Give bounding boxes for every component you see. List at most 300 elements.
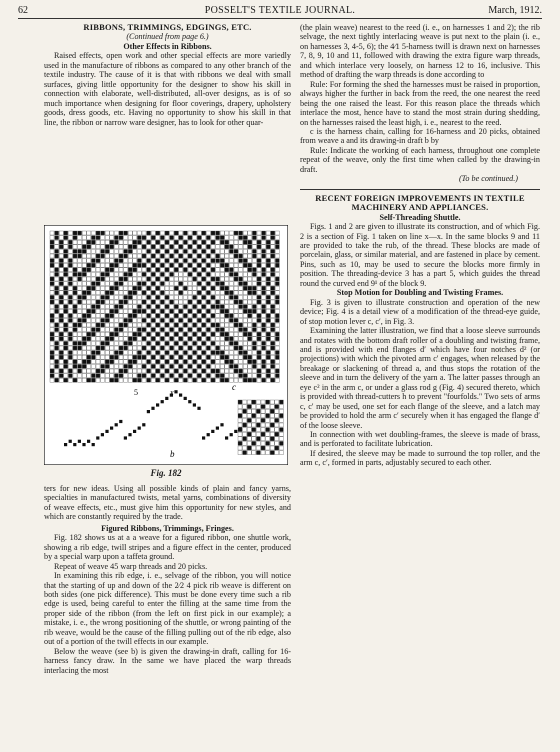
weave-cell [202,318,206,322]
weave-cell [165,286,169,290]
weave-cell [275,282,279,286]
weave-cell [128,286,132,290]
weave-cell [87,323,91,327]
weave-cell [197,236,201,240]
weave-cell [275,268,279,272]
chain-cell [252,432,256,436]
weave-cell [202,231,206,235]
weave-cell [252,295,256,299]
weave-cell [197,328,201,332]
weave-cell [96,240,100,244]
weave-cell [220,341,224,345]
weave-cell [206,291,210,295]
weave-cell [183,240,187,244]
chain-cell [243,400,247,404]
paragraph: Figs. 1 and 2 are given to illustrate its construction, and of which Fig. 2 is a section of Fig. 1 taken on line x—x. In the same blocks 9 and 11 are provided to take the rub, of the thread. These blocks are made of porcelain, glass, or similar material, and are fastened in place by cement. Pins, such as 10, may be used to secure the blocks more firmly in position. The threading-device 3 has a part 5, which guides the thread round the curved end 9¹ of the block 9. [300,222,540,288]
weave-cell [128,268,132,272]
weave-cell [271,272,275,276]
weave-cell [133,355,137,359]
weave-cell [266,249,270,253]
weave-cell [206,346,210,350]
weave-cell [183,364,187,368]
chain-cell [279,451,283,455]
weave-cell [234,323,238,327]
weave-cell [234,314,238,318]
weave-cell [151,236,155,240]
draft-dot [92,443,95,446]
weave-cell [82,254,86,258]
chain-cell [252,441,256,445]
weave-cell [243,305,247,309]
weave-cell [188,268,192,272]
weave-cell [50,318,54,322]
weave-cell [174,240,178,244]
weave-cell [188,378,192,382]
weave-cell [156,268,160,272]
weave-cell [252,360,256,364]
weave-cell [124,378,128,382]
weave-cell [110,245,114,249]
header-rule [18,18,542,19]
weave-cell [183,263,187,267]
weave-cell [160,286,164,290]
weave-cell [110,351,114,355]
weave-cell [82,337,86,341]
weave-cell [142,369,146,373]
weave-cell [119,378,123,382]
weave-cell [179,291,183,295]
weave-cell [229,272,233,276]
weave-cell [96,300,100,304]
weave-cell [96,309,100,313]
weave-cell [183,323,187,327]
weave-cell [188,231,192,235]
weave-cell [91,351,95,355]
draft-dot [151,407,154,410]
weave-cell [248,240,252,244]
weave-cell [234,300,238,304]
weave-cell [211,263,215,267]
weave-cell [220,332,224,336]
chain-cell [270,441,274,445]
weave-cell [101,314,105,318]
weave-cell [64,374,68,378]
weave-cell [147,318,151,322]
weave-cell [101,295,105,299]
chain-cell [266,428,270,432]
weave-cell [101,231,105,235]
weave-cell [197,240,201,244]
draft-dot [202,436,205,439]
weave-cell [142,286,146,290]
weave-cell [128,309,132,313]
weave-cell [225,231,229,235]
weave-cell [78,305,82,309]
weave-cell [96,277,100,281]
weave-cell [160,249,164,253]
weave-cell [170,286,174,290]
weave-cell [206,374,210,378]
weave-cell [137,245,141,249]
weave-cell [87,249,91,253]
weave-cell [133,282,137,286]
weave-cell [229,318,233,322]
weave-cell [165,374,169,378]
weave-cell [202,268,206,272]
chain-cell [266,432,270,436]
weave-cell [188,374,192,378]
weave-cell [197,272,201,276]
weave-cell [193,378,197,382]
chain-cell [261,414,265,418]
weave-cell [160,277,164,281]
weave-cell [119,236,123,240]
weave-cell [73,268,77,272]
weave-cell [197,295,201,299]
weave-cell [252,305,256,309]
weave-cell [156,378,160,382]
weave-cell [142,291,146,295]
weave-cell [165,332,169,336]
weave-cell [137,351,141,355]
weave-cell [96,268,100,272]
weave-cell [160,240,164,244]
chain-cell [266,451,270,455]
weave-cell [170,300,174,304]
draft-dot [156,403,159,406]
weave-cell [91,272,95,276]
weave-cell [188,360,192,364]
weave-cell [55,300,59,304]
weave-cell [239,236,243,240]
weave-cell [78,263,82,267]
weave-cell [248,236,252,240]
weave-cell [262,309,266,313]
chain-cell [238,414,242,418]
weave-cell [239,254,243,258]
weave-cell [110,259,114,263]
chain-cell [266,423,270,427]
weave-cell [87,314,91,318]
weave-cell [59,351,63,355]
weave-cell [197,277,201,281]
weave-cell [262,254,266,258]
weave-cell [197,351,201,355]
chain-cell [275,405,279,409]
weave-cell [87,378,91,382]
weave-cell [197,378,201,382]
weave-cell [87,240,91,244]
weave-cell [147,369,151,373]
weave-cell [206,305,210,309]
weave-cell [229,364,233,368]
weave-cell [147,268,151,272]
weave-cell [119,318,123,322]
label-b: b [170,449,175,459]
weave-cell [243,318,247,322]
weave-cell [114,337,118,341]
weave-cell [119,254,123,258]
weave-cell [216,295,220,299]
weave-cell [197,318,201,322]
weave-cell [147,337,151,341]
weave-cell [128,328,132,332]
weave-cell [137,236,141,240]
weave-cell [156,314,160,318]
weave-cell [257,245,261,249]
label-5: 5 [134,388,138,397]
weave-cell [248,314,252,318]
weave-cell [183,277,187,281]
weave-cell [262,351,266,355]
weave-cell [188,245,192,249]
weave-cell [262,378,266,382]
weave-cell [160,263,164,267]
weave-cell [124,286,128,290]
weave-cell [225,291,229,295]
chain-cell [243,437,247,441]
figure-182 [44,225,288,465]
chain-cell [279,441,283,445]
weave-cell [174,249,178,253]
weave-cell [50,245,54,249]
weave-cell [142,378,146,382]
weave-cell [275,277,279,281]
weave-cell [188,295,192,299]
weave-cell [151,249,155,253]
weave-cell [87,272,91,276]
draft-dot [197,407,200,410]
weave-cell [156,360,160,364]
weave-cell [206,263,210,267]
weave-cell [142,323,146,327]
weave-cell [68,341,72,345]
weave-cell [110,318,114,322]
weave-cell [114,378,118,382]
weave-cell [110,355,114,359]
weave-cell [257,341,261,345]
weave-cell [179,268,183,272]
weave-cell [50,351,54,355]
weave-cell [188,291,192,295]
weave-cell [262,323,266,327]
weave-cell [193,355,197,359]
weave-cell [133,245,137,249]
weave-cell [202,337,206,341]
weave-cell [239,231,243,235]
weave-cell [248,318,252,322]
weave-cell [229,300,233,304]
weave-cell [225,355,229,359]
weave-cell [78,245,82,249]
weave-cell [211,282,215,286]
weave-cell [105,231,109,235]
weave-cell [59,282,63,286]
weave-cell [183,314,187,318]
weave-cell [110,346,114,350]
chain-cell [243,418,247,422]
weave-cell [73,245,77,249]
weave-cell [252,355,256,359]
weave-cell [124,374,128,378]
chain-cell [279,437,283,441]
weave-cell [234,332,238,336]
weave-cell [257,328,261,332]
weave-cell [137,337,141,341]
weave-cell [151,341,155,345]
weave-cell [55,369,59,373]
weave-cell [91,286,95,290]
weave-cell [55,286,59,290]
weave-cell [101,300,105,304]
weave-cell [128,374,132,378]
weave-cell [142,282,146,286]
weave-cell [216,231,220,235]
weave-cell [243,332,247,336]
weave-cell [96,282,100,286]
weave-cell [234,263,238,267]
chain-cell [270,451,274,455]
weave-cell [87,346,91,350]
weave-cell [271,245,275,249]
chain-cell [243,423,247,427]
chain-cell [243,446,247,450]
weave-cell [188,309,192,313]
weave-cell [96,254,100,258]
weave-cell [266,291,270,295]
weave-cell [82,291,86,295]
weave-cell [211,355,215,359]
weave-cell [183,286,187,290]
weave-cell [275,369,279,373]
weave-cell [142,240,146,244]
weave-cell [147,254,151,258]
weave-cell [105,332,109,336]
weave-cell [68,378,72,382]
weave-cell [82,259,86,263]
weave-cell [59,369,63,373]
weave-cell [156,231,160,235]
weave-cell [110,332,114,336]
weave-cell [114,328,118,332]
weave-cell [78,332,82,336]
weave-cell [262,295,266,299]
weave-cell [165,240,169,244]
chain-cell [238,423,242,427]
weave-cell [137,309,141,313]
weave-cell [119,346,123,350]
weave-cell [170,277,174,281]
weave-cell [156,346,160,350]
weave-cell [64,272,68,276]
weave-cell [248,254,252,258]
draft-dot [78,440,81,443]
draft-dot [179,394,182,397]
weave-cell [50,249,54,253]
weave-cell [248,341,252,345]
weave-cell [206,332,210,336]
weave-cell [156,341,160,345]
weave-cell [216,323,220,327]
weave-cell [124,245,128,249]
chain-cell [252,437,256,441]
weave-cell [91,337,95,341]
weave-cell [114,369,118,373]
draft-dot [115,423,118,426]
weave-cell [262,268,266,272]
weave-cell [193,328,197,332]
weave-cell [216,355,220,359]
weave-cell [78,291,82,295]
weave-cell [170,360,174,364]
weave-cell [211,295,215,299]
weave-cell [183,351,187,355]
weave-cell [50,355,54,359]
weave-cell [266,341,270,345]
weave-cell [78,351,82,355]
weave-cell [165,360,169,364]
weave-cell [257,351,261,355]
weave-cell [68,328,72,332]
weave-cell [262,337,266,341]
weave-cell [183,249,187,253]
weave-cell [91,346,95,350]
weave-cell [119,309,123,313]
weave-cell [257,263,261,267]
weave-cell [229,236,233,240]
weave-cell [160,328,164,332]
weave-cell [202,346,206,350]
weave-cell [101,309,105,313]
weave-cell [124,332,128,336]
weave-cell [124,300,128,304]
weave-cell [271,337,275,341]
weave-cell [252,314,256,318]
weave-cell [183,369,187,373]
weave-cell [229,268,233,272]
weave-cell [114,291,118,295]
weave-cell [137,295,141,299]
weave-cell [160,337,164,341]
weave-cell [137,286,141,290]
weave-cell [151,295,155,299]
weave-cell [202,323,206,327]
weave-cell [266,259,270,263]
draft-dot [230,433,233,436]
weave-cell [133,318,137,322]
draft-dot [225,436,228,439]
weave-cell [105,309,109,313]
left-column-lower [44,484,291,675]
weave-cell [110,286,114,290]
weave-cell [252,364,256,368]
weave-cell [271,369,275,373]
weave-cell [174,268,178,272]
weave-cell [170,378,174,382]
weave-cell [243,268,247,272]
weave-cell [59,323,63,327]
weave-cell [124,272,128,276]
weave-cell [216,263,220,267]
weave-cell [151,240,155,244]
weave-cell [68,318,72,322]
weave-cell [257,314,261,318]
weave-cell [73,236,77,240]
weave-cell [50,378,54,382]
weave-cell [266,369,270,373]
weave-cell [271,282,275,286]
weave-cell [229,346,233,350]
